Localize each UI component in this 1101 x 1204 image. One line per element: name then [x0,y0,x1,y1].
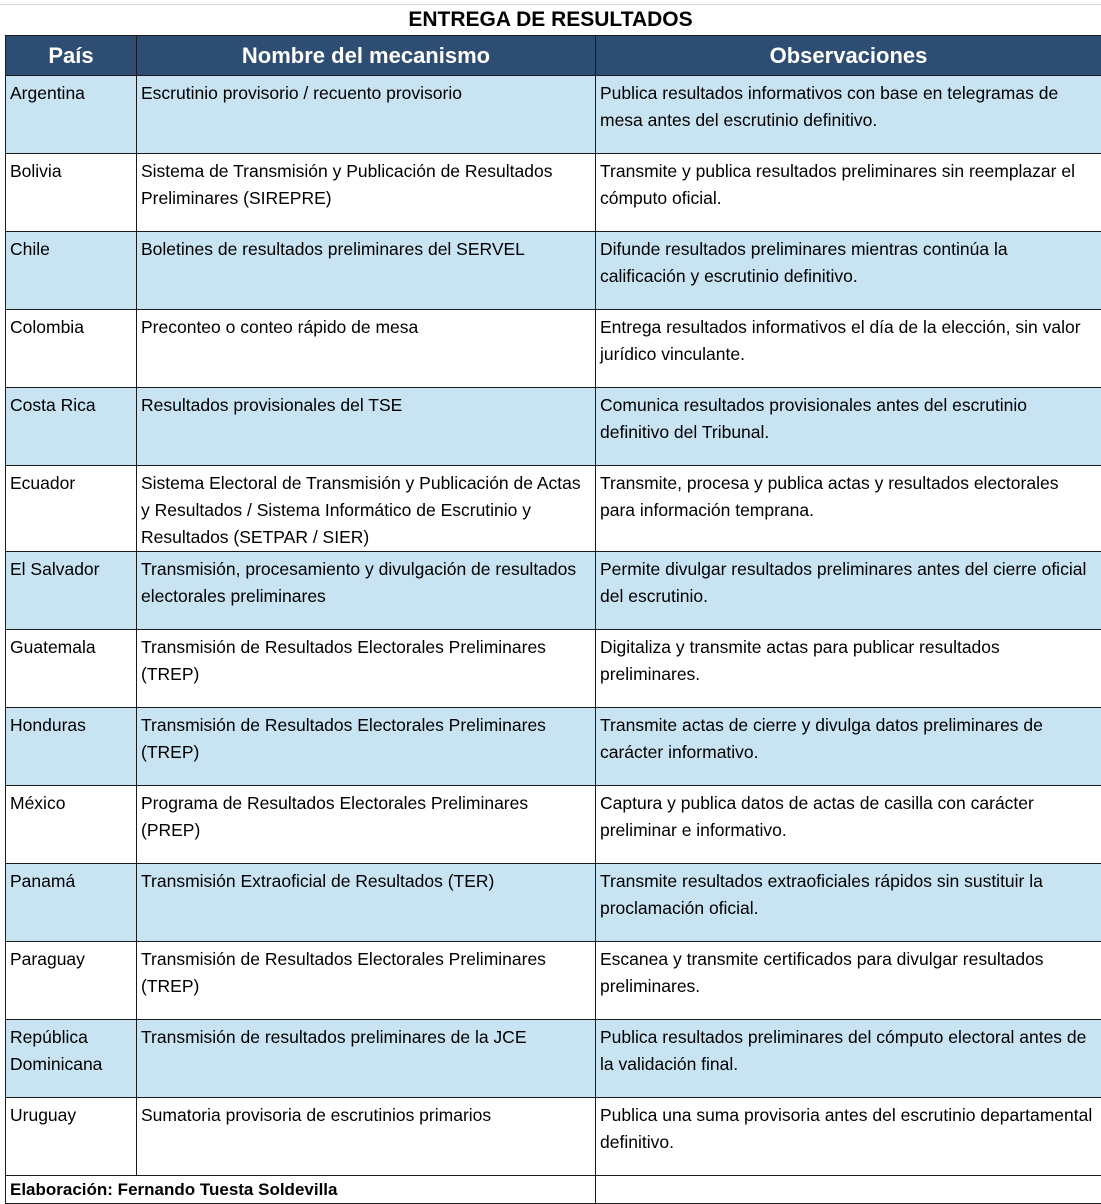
cell-pais[interactable]: Bolivia [6,154,137,232]
table-row [6,76,1101,154]
table-row [6,552,1101,630]
cell-pais[interactable]: Honduras [6,708,137,786]
cell-observaciones[interactable]: Publica resultados informativos con base en telegramas de mesa antes del escrutinio definitivo. [596,76,1101,154]
cell-observaciones[interactable]: Transmite y publica resultados preliminares sin reemplazar el cómputo oficial. [596,154,1101,232]
cell-pais[interactable]: Argentina [6,76,137,154]
cell-observaciones[interactable]: Permite divulgar resultados preliminares antes del cierre oficial del escrutinio. [596,552,1101,630]
cell-observaciones[interactable]: Digitaliza y transmite actas para publicar resultados preliminares. [596,630,1101,708]
header-row [6,36,1101,76]
cell-observaciones[interactable]: Publica una suma provisoria antes del escrutinio departamental definitivo. [596,1098,1101,1176]
credit-cell[interactable]: Elaboración: Fernando Tuesta Soldevilla [6,1176,596,1204]
cell-mecanismo[interactable]: Sumatoria provisoria de escrutinios primarios [137,1098,596,1176]
table-body [6,76,1101,1204]
table-row [6,1020,1101,1098]
cell-observaciones[interactable]: Transmite, procesa y publica actas y resultados electorales para información temprana. [596,466,1101,552]
cell-mecanismo[interactable]: Transmisión de Resultados Electorales Preliminares (TREP) [137,942,596,1020]
header-mecanismo[interactable]: Nombre del mecanismo [137,36,596,76]
cell-mecanismo[interactable]: Transmisión de Resultados Electorales Preliminares (TREP) [137,708,596,786]
cell-observaciones[interactable]: Entrega resultados informativos el día de la elección, sin valor jurídico vinculante. [596,310,1101,388]
cell-mecanismo[interactable]: Transmisión, procesamiento y divulgación de resultados electorales preliminares [137,552,596,630]
cell-pais[interactable]: El Salvador [6,552,137,630]
cell-mecanismo[interactable]: Transmisión Extraoficial de Resultados (TER) [137,864,596,942]
footer-row [6,1176,1101,1204]
cell-pais[interactable]: Chile [6,232,137,310]
header-observaciones[interactable]: Observaciones [596,36,1101,76]
cell-pais[interactable]: Paraguay [6,942,137,1020]
cell-mecanismo[interactable]: Programa de Resultados Electorales Preliminares (PREP) [137,786,596,864]
cell-mecanismo[interactable]: Sistema Electoral de Transmisión y Publicación de Actas y Resultados / Sistema Informático de Escrutinio y Resultados (SETPAR / SIER) [137,466,596,552]
cell-pais[interactable]: Guatemala [6,630,137,708]
table-row [6,864,1101,942]
table-row [6,630,1101,708]
cell-pais[interactable]: Colombia [6,310,137,388]
table-row [6,708,1101,786]
cell-pais[interactable]: Uruguay [6,1098,137,1176]
page-title: ENTREGA DE RESULTADOS [0,5,1101,35]
cell-mecanismo[interactable]: Boletines de resultados preliminares del SERVEL [137,232,596,310]
cell-observaciones[interactable]: Comunica resultados provisionales antes del escrutinio definitivo del Tribunal. [596,388,1101,466]
cell-pais[interactable]: México [6,786,137,864]
empty-cell[interactable] [596,1176,1101,1204]
cell-mecanismo[interactable]: Transmisión de Resultados Electorales Preliminares (TREP) [137,630,596,708]
cell-mecanismo[interactable]: Escrutinio provisorio / recuento provisorio [137,76,596,154]
cell-pais[interactable]: Ecuador [6,466,137,552]
table-row [6,942,1101,1020]
table-row [6,388,1101,466]
cell-observaciones[interactable]: Transmite actas de cierre y divulga datos preliminares de carácter informativo. [596,708,1101,786]
cell-mecanismo[interactable]: Transmisión de resultados preliminares de la JCE [137,1020,596,1098]
cell-pais[interactable]: Panamá [6,864,137,942]
results-table [5,35,1101,1204]
table-row [6,154,1101,232]
cell-mecanismo[interactable]: Sistema de Transmisión y Publicación de Resultados Preliminares (SIREPRE) [137,154,596,232]
cell-pais[interactable]: Costa Rica [6,388,137,466]
table-row [6,786,1101,864]
table-row [6,232,1101,310]
cell-pais[interactable]: República Dominicana [6,1020,137,1098]
table-row [6,466,1101,552]
cell-mecanismo[interactable]: Preconteo o conteo rápido de mesa [137,310,596,388]
cell-observaciones[interactable]: Escanea y transmite certificados para divulgar resultados preliminares. [596,942,1101,1020]
cell-observaciones[interactable]: Difunde resultados preliminares mientras continúa la calificación y escrutinio definitivo. [596,232,1101,310]
table-row [6,310,1101,388]
cell-observaciones[interactable]: Captura y publica datos de actas de casilla con carácter preliminar e informativo. [596,786,1101,864]
cell-observaciones[interactable]: Transmite resultados extraoficiales rápidos sin sustituir la proclamación oficial. [596,864,1101,942]
table-row [6,1098,1101,1176]
cell-observaciones[interactable]: Publica resultados preliminares del cómputo electoral antes de la validación final. [596,1020,1101,1098]
header-pais[interactable]: País [6,36,137,76]
cell-mecanismo[interactable]: Resultados provisionales del TSE [137,388,596,466]
